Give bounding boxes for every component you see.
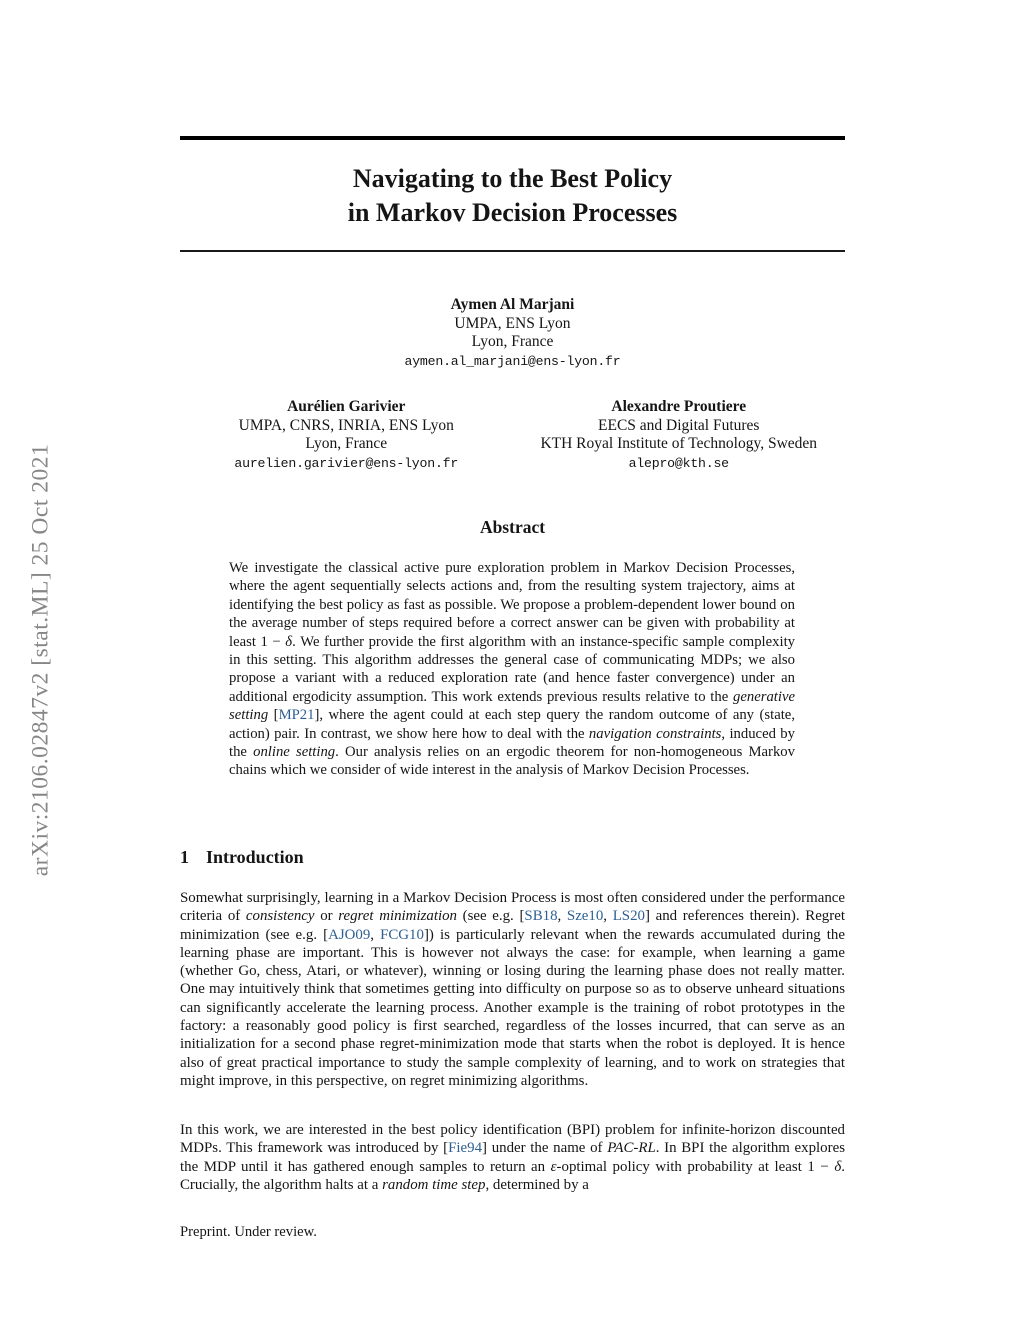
paper-content: [180, 0, 845, 1325]
section-title: Introduction: [206, 847, 304, 867]
intro-paragraph-2: [180, 1121, 845, 1194]
author-email[interactable]: aurelien.garivier@ens-lyon.fr: [234, 455, 459, 471]
intro-paragraph-1: [180, 889, 845, 1090]
preprint-footnote: Preprint. Under review.: [180, 1224, 317, 1240]
body-text: , induced by the: [229, 725, 795, 761]
body-text: -optimal policy with probability at least 1 −: [556, 1158, 835, 1175]
emphasized-text: ε: [550, 1158, 557, 1175]
emphasized-text: consistency: [245, 908, 315, 925]
author-affiliation: UMPA, ENS Lyon: [454, 314, 571, 332]
body-text: ,: [603, 908, 613, 925]
body-text: We investigate the classical active pure exploration problem in Markov Decision Processes, where the agent sequentially selects actions and, from the resulting system trajectory, aims at identifying the best policy as fast as possible. We propose a problem-dependent lower bound on the average number of steps required before a correct answer can be given with probability at least 1 −: [229, 560, 795, 650]
emphasized-text: δ: [834, 1158, 842, 1175]
body-text: . Our analysis relies on an ergodic theorem for non-homogeneous Markov chains which we consider of wide interest in the analysis of Markov Decision Processes.: [229, 744, 795, 779]
abstract-text: [229, 559, 795, 780]
author-block-proutiere: [513, 398, 846, 473]
page-title: [180, 162, 845, 230]
emphasized-text: random time step: [382, 1176, 486, 1193]
emphasized-text: δ: [285, 633, 293, 650]
emphasized-text: navigation constraints: [588, 725, 722, 742]
emphasized-text: online setting: [253, 744, 336, 761]
body-text: ] and references therein). Regret minimization (see e.g. [: [180, 908, 845, 943]
body-text: (see e.g. [: [456, 908, 525, 925]
citation-link[interactable]: MP21: [278, 707, 315, 724]
citation-link[interactable]: Fie94: [448, 1140, 483, 1157]
author-location: Lyon, France: [471, 333, 554, 350]
abstract-heading: Abstract: [479, 517, 546, 537]
title-line-1: Navigating to the Best Policy: [352, 164, 673, 193]
body-text: ], where the agent could at each step query the random outcome of any (state, action) pair. In contrast, we show here how to deal with the: [229, 707, 795, 742]
title-line-2: in Markov Decision Processes: [347, 198, 678, 227]
author-name: Aurélien Garivier: [287, 398, 406, 415]
body-text: ]) is particularly relevant when the rewards accumulated during the learning phase are important. This is however not always the case: for example, when learning a game (whether Go, chess, Atari, or whatever), winning or losing during the learning phase does not really matter. One may intuitively think that sometimes getting into difficulty on purpose so as to observe unheard situations can significantly accelerate the learning process. Another example is the training of robot prototypes in the factory: a reasonably good policy is first searched, regardless of the losses incurred, that can serve as an initialization for a second phase regret-minimization mode that starts when the robot is deployed. It is hence also of great practical importance to study the sample complexity of learning, and to work on strategies that might improve, in this perspective, on regret minimizing algorithms.: [180, 926, 845, 1089]
body-text: [: [268, 707, 279, 724]
title-divider: [180, 250, 845, 252]
author-location: Lyon, France: [305, 435, 388, 452]
top-rule: [180, 136, 845, 140]
author-block-garivier: [180, 398, 513, 473]
section-number: 1: [180, 847, 189, 867]
citation-link[interactable]: Sze10: [566, 908, 604, 925]
emphasized-text: generative setting: [229, 688, 795, 724]
citation-link[interactable]: FCG10: [380, 926, 424, 943]
author-email[interactable]: aymen.al_marjani@ens-lyon.fr: [404, 353, 621, 369]
section-1-heading: [180, 847, 304, 868]
body-text: , determined by a: [485, 1176, 589, 1193]
body-text: In this work, we are interested in the best policy identification (BPI) problem for infinite-horizon discounted MDPs. This framework was introduced by [: [180, 1122, 845, 1157]
author-affiliation: UMPA, CNRS, INRIA, ENS Lyon: [238, 416, 454, 434]
arxiv-watermark: arXiv:2106.02847v2 [stat.ML] 25 Oct 2021: [27, 443, 54, 877]
citation-link[interactable]: LS20: [612, 908, 645, 925]
author-name: Aymen Al Marjani: [450, 296, 575, 313]
author-name: Alexandre Proutiere: [611, 398, 747, 415]
body-text: . Crucially, the algorithm halts at a: [180, 1158, 845, 1193]
body-text: ,: [370, 926, 381, 943]
emphasized-text: regret minimization: [338, 908, 457, 925]
author-email[interactable]: alepro@kth.se: [628, 455, 729, 471]
author-location: KTH Royal Institute of Technology, Sweden: [540, 435, 818, 452]
emphasized-text: PAC-RL: [607, 1140, 656, 1157]
citation-link[interactable]: AJO09: [328, 926, 371, 943]
body-text: Somewhat surprisingly, learning in a Markov Decision Process is most often considered under the performance criteria of: [180, 890, 845, 925]
citation-link[interactable]: SB18: [524, 908, 558, 925]
body-text: ] under the name of: [482, 1140, 608, 1157]
author-block-marjani: [180, 296, 845, 371]
author-affiliation: EECS and Digital Futures: [598, 416, 760, 434]
body-text: . We further provide the first algorithm with an instance-specific sample complexity in this setting. This algorithm addresses the general case of communicating MDPs; we also propose a variant with a reduced exploration rate (and hence faster convergence) under an additional ergodicity assumption. This work extends previous results relative to the: [229, 633, 795, 705]
body-text: or: [314, 908, 339, 925]
body-text: . In BPI the algorithm explores the MDP until it has gathered enough samples to return an: [180, 1140, 845, 1175]
body-text: ,: [557, 908, 567, 925]
author-row: [180, 398, 845, 473]
